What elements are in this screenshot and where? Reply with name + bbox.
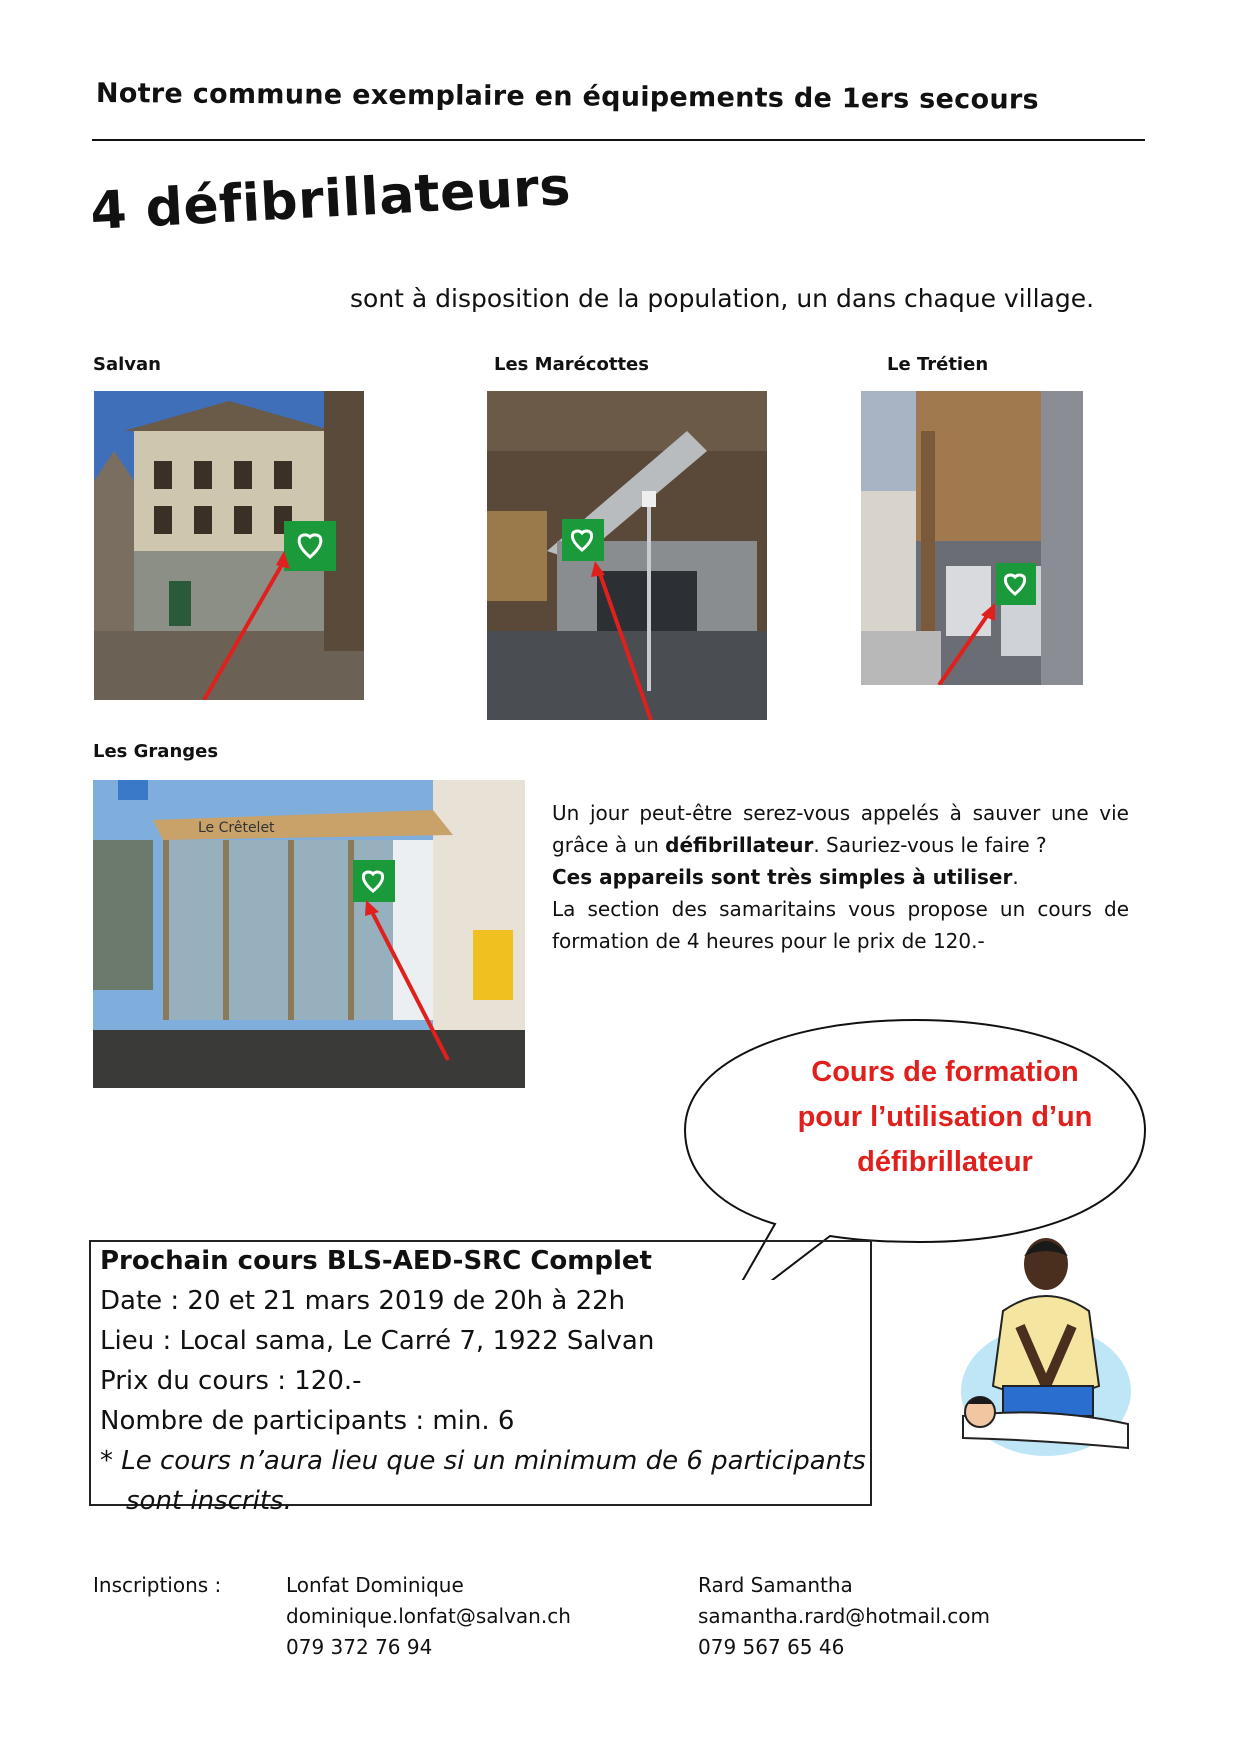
description-part-bold: défibrillateur (665, 833, 814, 857)
course-note-continued: sont inscrits. (126, 1486, 292, 1516)
registration-label: Inscriptions : (93, 1573, 222, 1597)
description-highlight-end: . (1012, 865, 1019, 889)
description-highlight: Ces appareils sont très simples à utiliser (552, 865, 1013, 889)
description-course-offer: La section des samaritains vous propose un cours de formation de 4 heures pour le prix de 120.- (552, 897, 1129, 953)
course-note: * Le cours n’aura lieu que si un minimum de 6 participants (100, 1446, 866, 1476)
photo-tretien (861, 391, 1083, 685)
contact-2-phone: 079 567 65 46 (698, 1635, 845, 1659)
page-subtitle: sont à disposition de la population, un dans chaque village. (350, 284, 1095, 313)
description-text (552, 797, 1129, 957)
bus-shelter-sign: Le Crêtelet (198, 820, 275, 836)
cpr-illustration (958, 1216, 1134, 1468)
photo-marecottes (487, 391, 767, 720)
page-title: 4 défibrillateurs (88, 156, 573, 242)
photo-granges (93, 780, 525, 1088)
contact-1-name: Lonfat Dominique (286, 1573, 464, 1597)
course-participants: Nombre de participants : min. 6 (100, 1406, 515, 1436)
location-label-granges: Les Granges (93, 741, 219, 762)
contact-2-name: Rard Samantha (698, 1573, 853, 1597)
contact-1-phone: 079 372 76 94 (286, 1635, 433, 1659)
photo-salvan (94, 391, 364, 700)
header-divider (92, 139, 1145, 141)
course-place: Lieu : Local sama, Le Carré 7, 1922 Salvan (100, 1326, 655, 1356)
location-label-salvan: Salvan (93, 354, 161, 375)
contact-2-email[interactable]: samantha.rard@hotmail.com (698, 1604, 990, 1628)
contact-1-email[interactable]: dominique.lonfat@salvan.ch (286, 1604, 571, 1628)
description-part-2: . Sauriez-vous le faire ? (813, 833, 1047, 857)
course-date: Date : 20 et 21 mars 2019 de 20h à 22h (100, 1286, 626, 1316)
page-header-title: Notre commune exemplaire en équipements de 1ers secours (95, 78, 1040, 116)
course-heading: Prochain cours BLS-AED-SRC Complet (100, 1246, 652, 1276)
location-label-tretien: Le Trétien (887, 354, 989, 375)
location-label-marecottes: Les Marécottes (494, 354, 649, 375)
course-price: Prix du cours : 120.- (100, 1366, 362, 1396)
bubble-line-3: défibrillateur (857, 1146, 1033, 1178)
description-part-1: Un jour peut-être serez-vous appelés à sauver une vie grâce à un (552, 801, 1129, 857)
speech-bubble-text (735, 1050, 1155, 1185)
bubble-line-2: pour l’utilisation d’un (797, 1101, 1093, 1133)
bubble-line-1: Cours de formation (811, 1056, 1079, 1088)
